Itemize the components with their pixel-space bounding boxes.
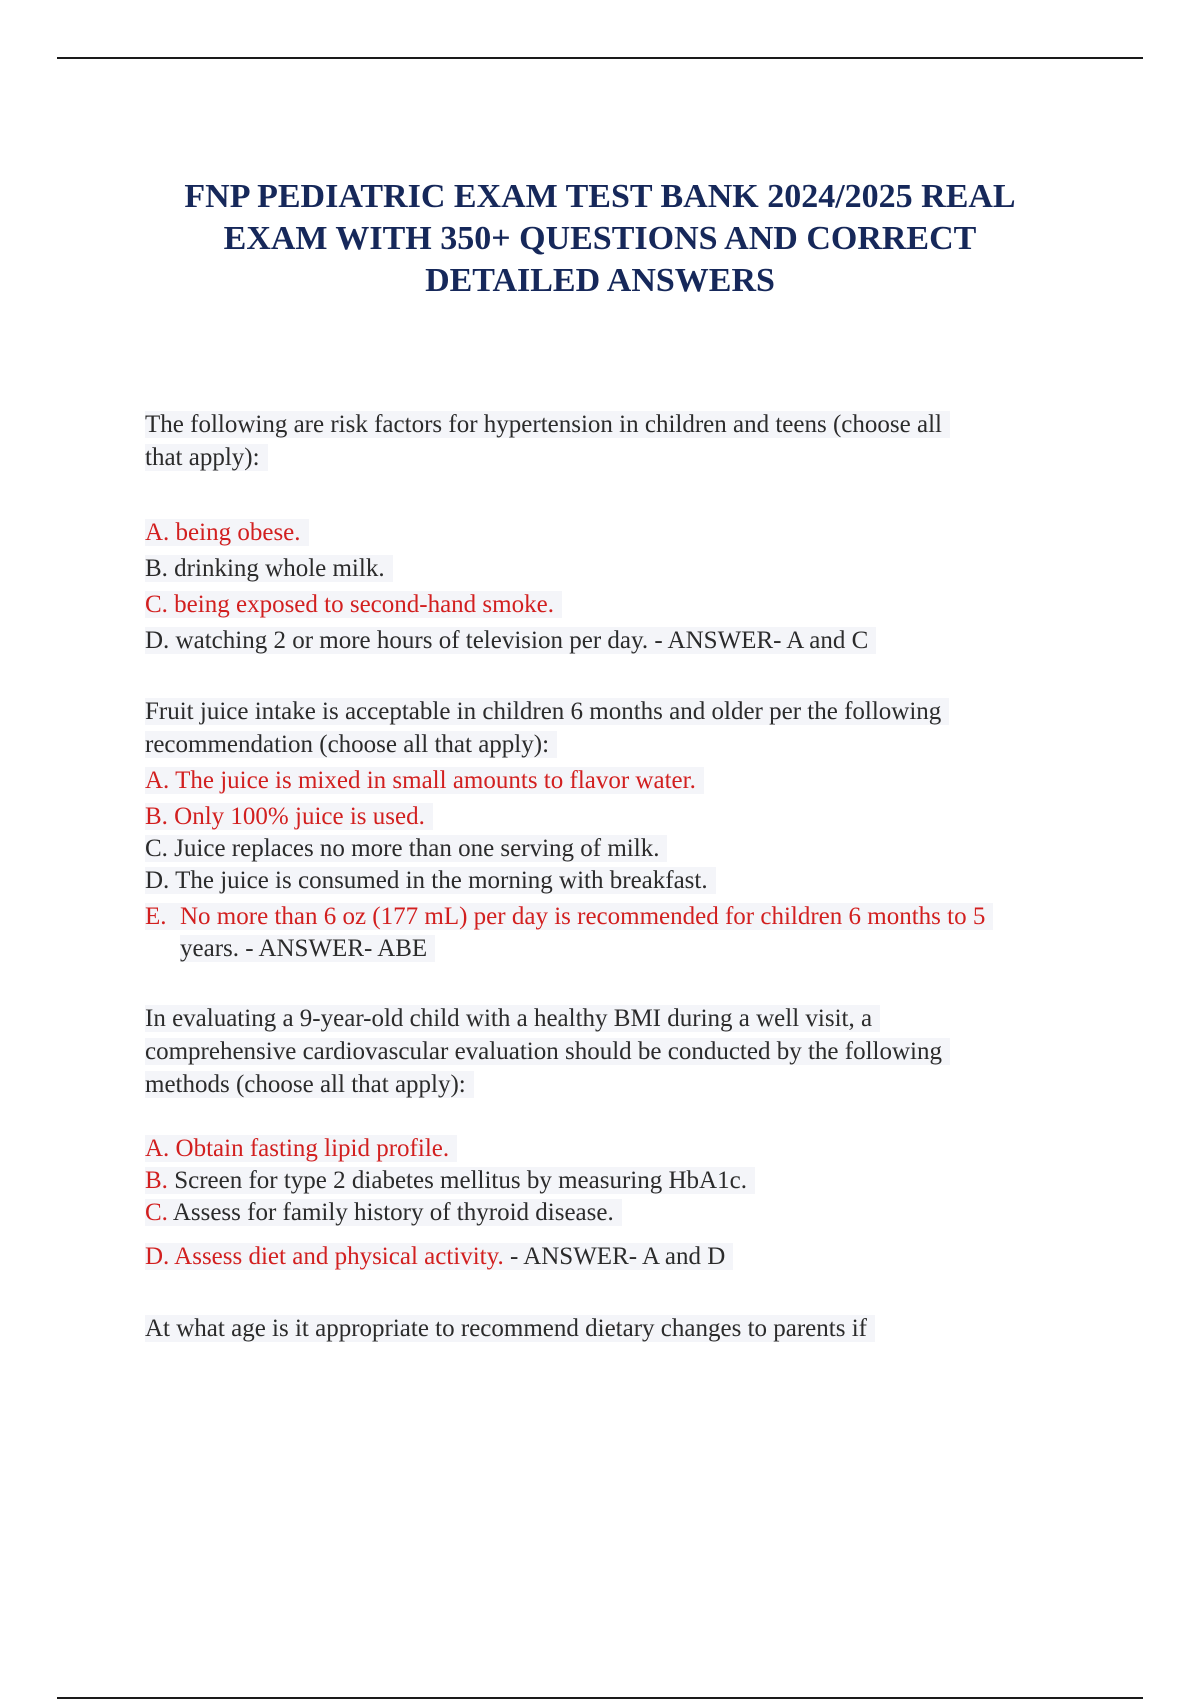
q3-stem-line-2: comprehensive cardiovascular evaluation should be conducted by the following: [145, 1038, 950, 1065]
q1-stem-line-1: The following are risk factors for hypertension in children and teens (choose all: [145, 411, 950, 438]
q3-option-c-letter: C.: [145, 1199, 168, 1226]
q1-stem-line-2: that apply):: [145, 444, 268, 471]
q3-options: [145, 1132, 1105, 1273]
title-line-2: EXAM WITH 350+ QUESTIONS AND CORRECT: [223, 220, 977, 257]
q1-option-c: C. being exposed to second-hand smoke.: [145, 591, 562, 618]
q1-options: [145, 516, 1105, 660]
q2-option-b: B. Only 100% juice is used.: [145, 803, 433, 830]
question-2: [145, 695, 1105, 965]
bottom-rule: [57, 1697, 1143, 1699]
question-1: [145, 408, 1105, 474]
q3-stem-line-1: In evaluating a 9-year-old child with a healthy BMI during a well visit, a: [145, 1005, 880, 1032]
q1-option-a: A. being obese.: [145, 519, 309, 546]
q2-stem-line-2: recommendation (choose all that apply):: [145, 731, 557, 758]
q2-option-e-answer: years. - ANSWER- ABE: [180, 935, 435, 962]
title-line-1: FNP PEDIATRIC EXAM TEST BANK 2024/2025 REAL: [184, 178, 1016, 215]
q3-option-c-text: Assess for family history of thyroid disease.: [172, 1199, 614, 1226]
q4-stem-line-1: At what age is it appropriate to recommend dietary changes to parents if: [145, 1315, 875, 1342]
q2-option-d: D. The juice is consumed in the morning with breakfast.: [145, 867, 716, 894]
q3-option-a: A. Obtain fasting lipid profile.: [145, 1135, 457, 1162]
title-line-3: DETAILED ANSWERS: [425, 262, 775, 299]
q2-stem-line-1: Fruit juice intake is acceptable in children 6 months and older per the following: [145, 698, 949, 725]
q3-option-d: D. Assess diet and physical activity.: [145, 1243, 504, 1270]
q3-option-b-letter: B.: [145, 1167, 168, 1194]
document-title: [100, 176, 1100, 302]
question-4: [145, 1312, 1105, 1345]
q3-option-b-text: Screen for type 2 diabetes mellitus by measuring HbA1c.: [174, 1167, 747, 1194]
question-3: [145, 1002, 1105, 1101]
q1-option-d: D. watching 2 or more hours of television per day. - ANSWER- A and C: [145, 627, 876, 654]
q1-option-b: B. drinking whole milk.: [145, 555, 393, 582]
top-rule: [57, 57, 1143, 59]
q2-option-e-letter: E.: [145, 903, 167, 930]
q2-option-c: C. Juice replaces no more than one serving of milk.: [145, 835, 667, 862]
q2-option-e-text: No more than 6 oz (177 mL) per day is recommended for children 6 months to 5: [180, 903, 986, 930]
q3-stem-line-3: methods (choose all that apply):: [145, 1071, 474, 1098]
q3-answer: - ANSWER- A and D: [503, 1243, 726, 1270]
q2-option-a: A. The juice is mixed in small amounts to flavor water.: [145, 767, 704, 794]
